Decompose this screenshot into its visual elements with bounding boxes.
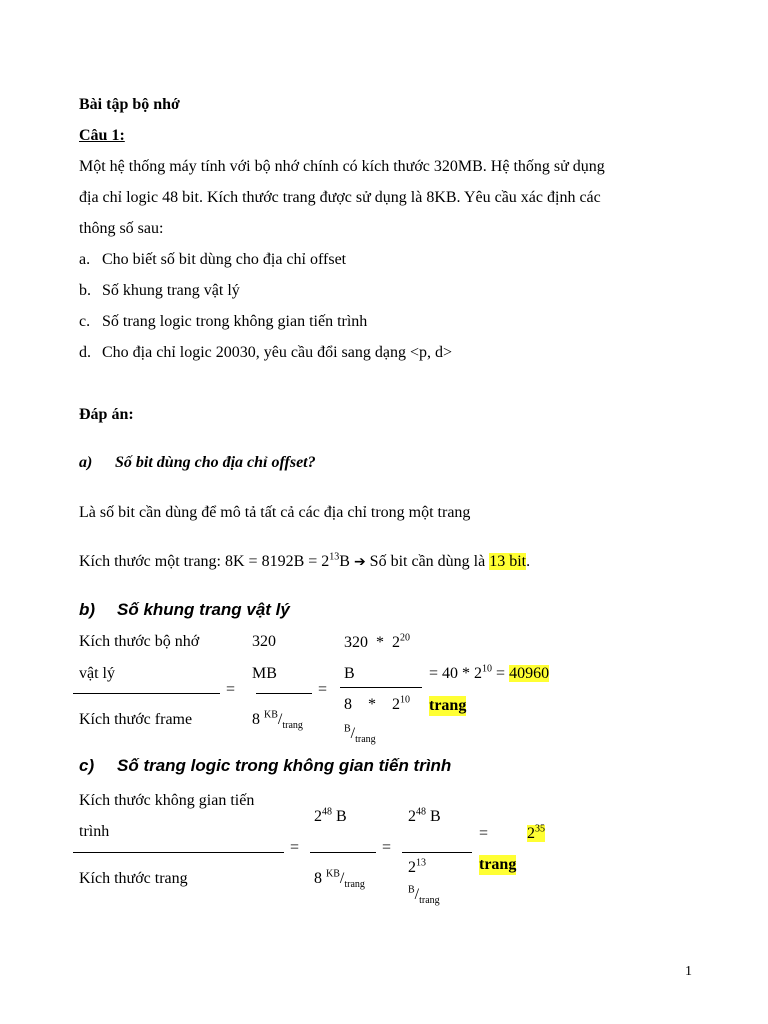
answer-a-marker: a) (79, 454, 93, 471)
right-arrow-icon: ➔ (353, 554, 366, 570)
question-item-d: Cho địa chỉ logic 20030, yêu cầu đổi sang dạng <p, d> (102, 344, 452, 361)
answer-b-heading: Số khung trang vật lý (117, 600, 290, 619)
answer-c-numerator-label-1: Kích thước không gian tiến (79, 792, 255, 809)
answer-c-marker: c) (79, 756, 95, 775)
question-item-b: Số khung trang vật lý (102, 282, 240, 299)
answer-c-numerator-label-2: trình (79, 823, 110, 840)
answer-c-heading: Số trang logic trong không gian tiến trình (117, 756, 452, 775)
answer-b-numerator-label-1: Kích thước bộ nhớ (79, 633, 200, 650)
answer-c-equals-3: = (479, 825, 489, 842)
answer-c-fraction-bar-2 (310, 852, 376, 853)
question-line-1: Một hệ thống máy tính với bộ nhớ chính có kích thước 320MB. Hệ thống sử dụng (79, 158, 605, 175)
answer-c-f2-denominator-1: $2^{13}$ (408, 857, 426, 876)
answer-b-f1-numerator-1: 320 (252, 633, 276, 650)
answer-c-f1-denominator: 8 $^{KB}/_{trang}$ (314, 868, 365, 891)
answer-c-equals-1: = (290, 839, 300, 856)
question-line-3: thông số sau: (79, 220, 164, 237)
answer-b-f2-numerator-1: $320 * 2^{20}$ (344, 632, 410, 651)
answer-c-f1-numerator: $2^{48}$ B (314, 806, 347, 825)
answer-b-fraction-bar-1 (73, 693, 220, 694)
answer-b-f1-numerator-2: MB (252, 665, 277, 682)
question-label: Câu 1: (79, 127, 125, 144)
answer-c-unit: trang (479, 856, 517, 873)
answer-c-denominator-label: Kích thước trang (79, 870, 188, 887)
answer-b-equals-2: = (318, 681, 328, 698)
answer-b-marker: b) (79, 600, 96, 619)
answer-b-f1-denominator: 8 $^{KB}/_{trang}$ (252, 709, 303, 732)
answer-b-denominator-label: Kích thước frame (79, 711, 193, 728)
question-item-d-marker: d. (79, 344, 91, 361)
answer-c-fraction-bar-1 (73, 852, 284, 853)
question-item-b-marker: b. (79, 282, 91, 299)
question-item-a-marker: a. (79, 251, 91, 268)
answer-a-description: Là số bit cần dùng để mô tả tất cả các địa chỉ trong một trang (79, 504, 471, 521)
question-line-2: địa chỉ logic 48 bit. Kích thước trang được sử dụng là 8KB. Yêu cầu xác định các (79, 189, 601, 206)
answer-c-result: $2^{35}$ (527, 823, 545, 842)
answer-b-unit: trang (429, 697, 467, 714)
question-item-c-marker: c. (79, 313, 91, 330)
answer-b-result-line: = $40 * 2^{10} = 40960$ (429, 663, 550, 682)
answer-b-f2-numerator-2: B (344, 665, 355, 682)
answer-b-numerator-label-2: vật lý (79, 665, 115, 682)
page-number: 1 (685, 964, 692, 979)
question-item-c: Số trang logic trong không gian tiến trình (102, 313, 368, 330)
answer-c-f2-denominator-2: $^B/_{trang}$ (408, 884, 440, 907)
answer-a-heading: Số bit dùng cho địa chỉ offset? (115, 454, 316, 471)
answer-c-fraction-bar-3 (402, 852, 472, 853)
answer-c-equals-2: = (382, 839, 392, 856)
answer-b-f2-denominator-1: 8 * $2^{10}$ (344, 694, 410, 713)
answer-b-equals-1: = (226, 681, 236, 698)
answer-label: Đáp án: (79, 406, 134, 423)
answer-b-fraction-bar-3 (340, 687, 422, 688)
answer-a-calculation: Kích thước một trang: $8K = 8192B = 2^{13}B$ ➔ Số bit cần dùng là 13 bit. (79, 551, 531, 570)
answer-b-f2-denominator-2: $^B/_{trang}$ (344, 723, 376, 746)
answer-c-f2-numerator: $2^{48}$ B (408, 806, 441, 825)
answer-b-fraction-bar-2 (256, 693, 312, 694)
document-title: Bài tập bộ nhớ (79, 96, 180, 113)
question-item-a: Cho biết số bit dùng cho địa chỉ offset (102, 251, 347, 268)
answer-a-result: 13 bit (489, 553, 527, 570)
answer-b-result: 40960 (509, 665, 550, 682)
